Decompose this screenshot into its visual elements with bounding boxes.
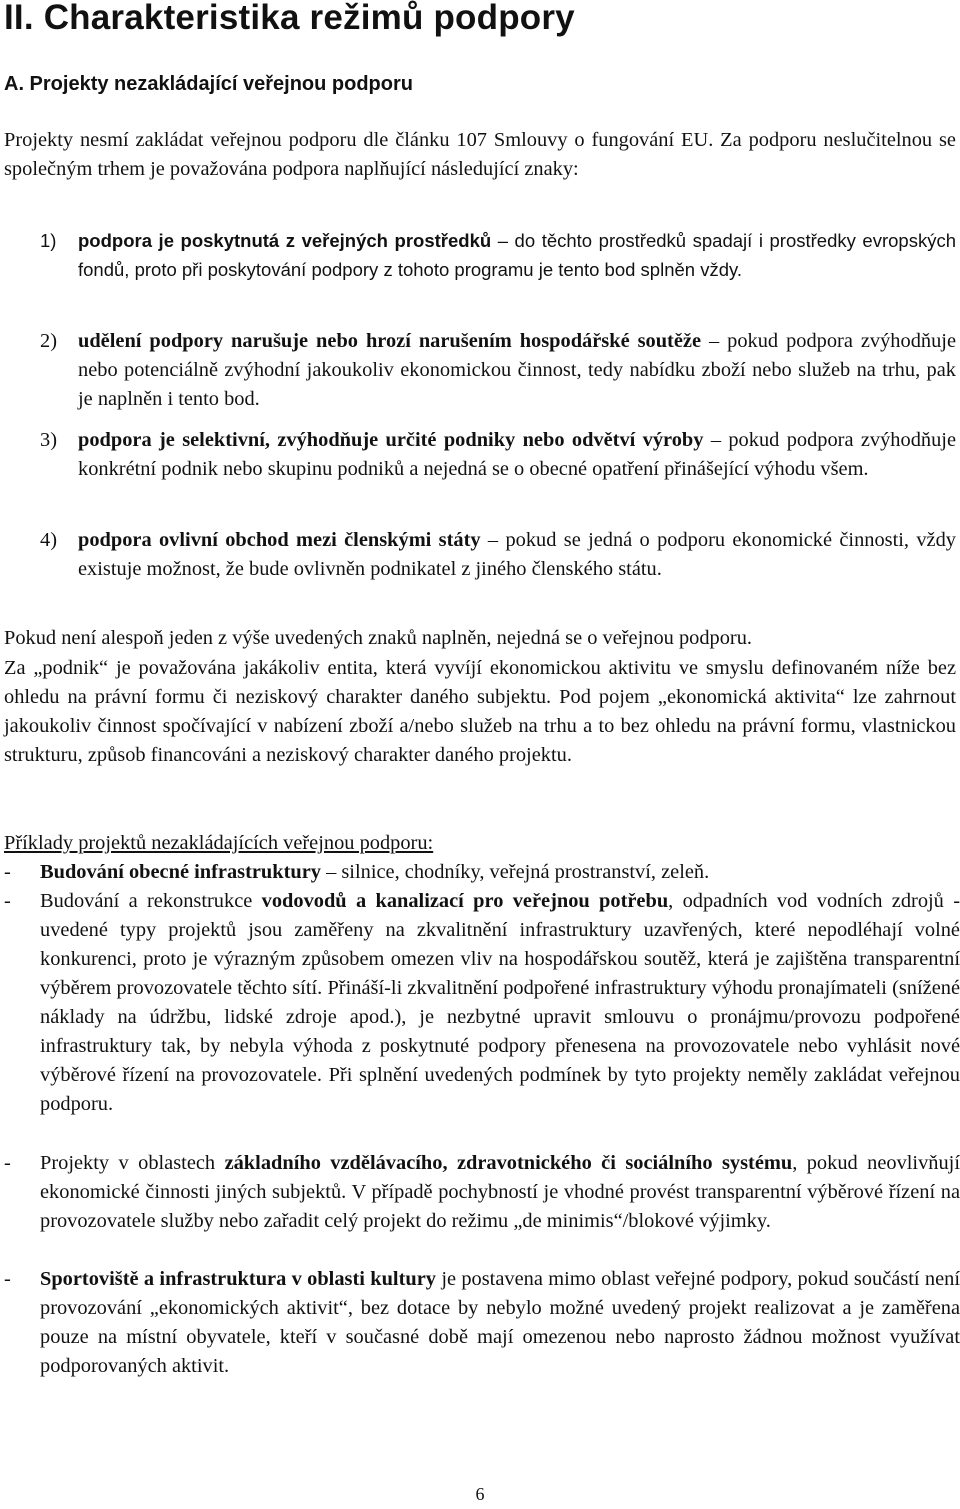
list-item-text: – pokud se jedná o podporu ekonomické činnosti, vždy existuje možnost, že bude ovlivněn podnikatel z jiného členského státu. bbox=[78, 529, 956, 580]
page-title: II. Charakteristika režimů podpory bbox=[4, 0, 575, 37]
list-item-number: 4) bbox=[40, 529, 57, 551]
list-item-bold: Sportoviště a infrastruktura v oblasti kultury bbox=[40, 1268, 436, 1290]
list-item bbox=[4, 1149, 960, 1265]
list-dash: - bbox=[4, 1268, 11, 1290]
examples-title-text: Příklady projektů nezakládajících veřejnou podporu: bbox=[4, 832, 434, 854]
list-item bbox=[4, 858, 960, 887]
list-item-text: , pokud neovlivňují ekonomické činnosti jiných subjektů. V případě pochybností je vhodné provést transparentní výběrové řízení na provozovatele služby nebo zařadit celý projekt do režimu „de minimis“/blokové výjimky. bbox=[40, 1152, 960, 1232]
list-item-text: – pokud podpora zvýhodňuje konkrétní podnik nebo skupinu podniků a nejedná se o obecné opatření přinášející výhodu všem. bbox=[78, 429, 956, 480]
list-item-text: je postavena mimo oblast veřejné podpory, pokud součástí není provozování „ekonomických aktivit“, bez dotace by nebylo možné uvedený projekt realizovat a je zaměřena pouze na místní obyvatele, kteří v současné době mají omezenou nebo naprosto žádnou možnost využívat podporovaných aktivit. bbox=[40, 1268, 960, 1377]
list-item-text: Budování a rekonstrukce bbox=[40, 890, 262, 912]
list-item-bold: podpora je poskytnutá z veřejných prostředků bbox=[78, 230, 492, 251]
list-dash: - bbox=[4, 890, 11, 912]
definition-paragraph: Za „podnik“ je považována jakákoliv entita, která vyvíjí ekonomickou aktivitu ve smyslu definovaném níže bez ohledu na právní formu či neziskový charakter daného subjektu. Pod pojem „ekonomická aktivita“ lze zahrnout jakoukoliv činnost spočívající v nabízení zboží a/nebo služeb na trhu a to bez ohledu na právní formu, vlastnickou strukturu, způsob financováni a neziskový charakter daného projektu. bbox=[4, 657, 956, 766]
list-item-number: 1) bbox=[40, 230, 57, 251]
intro-paragraph: Projekty nesmí zakládat veřejnou podporu dle článku 107 Smlouvy o fungování EU. Za podporu neslučitelnou se společným trhem je považována podpora naplňující následující znaky: bbox=[4, 129, 956, 180]
list-item-number: 3) bbox=[40, 429, 57, 451]
list-item-text: , odpadních vod vodních zdrojů - uvedené typy projektů jsou zaměřeny na zkvalitnění infrastruktury uzavřených, které nepodléhají volné konkurenci, proto je výrazným způsobem omezen vliv na hospodářskou soutěž, která je zajištěna transparentní výběrem provozovatele těchto sítí. Přináší-li zkvalitnění podpořené infrastruktury výhodu pronajímateli (snížené náklady na údržbu, lidské zdroje apod.), je nezbytné upravit smlouvu o pronájmu/provozu podpořené infrastruktury tak, by nebyla výhoda z poskytnuté podpory přenesena na provozovatele nebo vyhlásit nové výběrové řízení na provozovatele. Při splnění uvedených podmínek by tyto projekty neměly zakládat veřejnou podporu. bbox=[40, 890, 960, 1115]
list-item-bold: udělení podpory narušuje nebo hrozí narušením hospodářské soutěže bbox=[78, 330, 702, 352]
list-dash: - bbox=[4, 1152, 11, 1174]
list-item-text: Projekty v oblastech bbox=[40, 1152, 225, 1174]
list-item-bold: podpora je selektivní, zvýhodňuje určité podniky nebo odvětví výroby bbox=[78, 429, 704, 451]
list-item-text: – pokud podpora zvýhodňuje nebo potenciálně zvýhodní jakoukoliv ekonomickou činnost, tedy nabídku zboží nebo služeb na trhu, pak je naplněn i tento bod. bbox=[78, 330, 956, 410]
examples-title bbox=[4, 829, 956, 858]
list-item-bold: Budování obecné infrastruktury bbox=[40, 861, 321, 883]
list-item-text: – silnice, chodníky, veřejná prostranství, zeleň. bbox=[320, 861, 710, 883]
list-item-bold: podpora ovlivní obchod mezi členskými státy bbox=[78, 529, 481, 551]
list-item-bold: vodovodů a kanalizací pro veřejnou potřebu bbox=[261, 890, 669, 912]
section-heading: A. Projekty nezakládající veřejnou podporu bbox=[4, 73, 413, 95]
list-item bbox=[4, 1265, 960, 1410]
conclusion-paragraph: Pokud není alespoň jeden z výše uvedených znaků naplněn, nejedná se o veřejnou podporu. bbox=[4, 627, 753, 649]
list-item-text: – do těchto prostředků spadají i prostředky evropských fondů, proto při poskytování podpory z tohoto programu je tento bod splněn vždy. bbox=[78, 230, 956, 280]
page-number: 6 bbox=[475, 1484, 485, 1504]
list-item bbox=[4, 887, 960, 1149]
list-item-number: 2) bbox=[40, 330, 57, 352]
list-dash: - bbox=[4, 861, 11, 883]
list-item-bold: základního vzdělávacího, zdravotnického či sociálního systému bbox=[224, 1152, 793, 1174]
